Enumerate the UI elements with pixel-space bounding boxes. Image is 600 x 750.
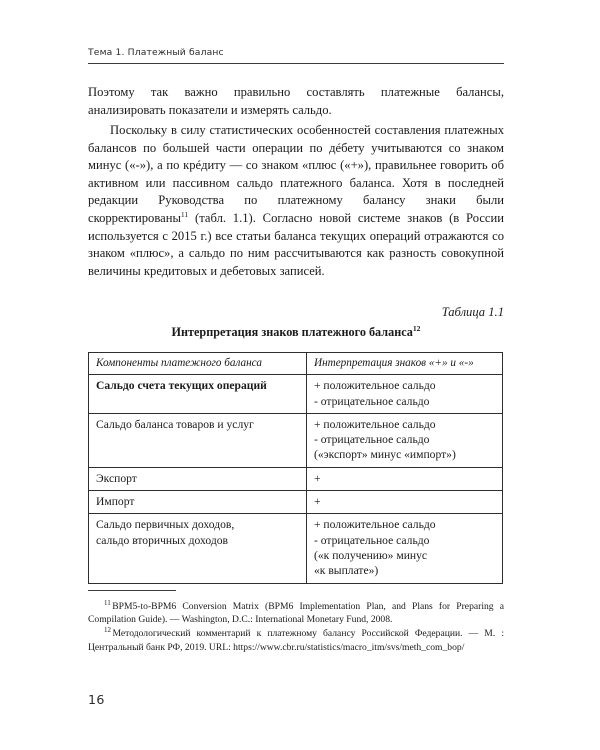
interpretation-line: + положительное сальдо (314, 417, 436, 431)
interpretation-line: («экспорт» минус «импорт») (314, 448, 456, 462)
paragraph-main-part-a: Поскольку в силу статистических особенностей составления платежных балансов по большей части операции по дéбету учитываются со знаком минус («-»), а по крéдиту — со знаком «плюс («+»), правильнее говорить об активном или пассивном сальдо платежного баланса. Хотя в последней редакции Руководства по платежному балансу знаки были скорректированы (88, 123, 504, 225)
interpretation-line: + (314, 471, 321, 485)
footnote-separator-rule (88, 590, 176, 591)
interpretation-line: «к выплате») (314, 564, 379, 578)
table-row (89, 467, 503, 490)
table-cell-component (89, 514, 307, 583)
table-row (89, 375, 503, 414)
interpretation-line: - отрицательное сальдо (314, 394, 430, 408)
footnote-text: BPM5-to-BPM6 Conversion Matrix (BPM6 Implementation Plan, and Plans for Preparing a Compilation Guide). — Washington, D.C.: International Monetary Fund, 2008. (88, 601, 504, 626)
table-cell-interpretation (307, 467, 503, 490)
interpretation-line: + положительное сальдо (314, 518, 436, 532)
table-cell-component: Сальдо баланса товаров и услуг (89, 413, 307, 467)
footnote-number: 12 (104, 626, 111, 635)
footnote-marker-12[interactable]: 12 (412, 323, 421, 333)
interpretation-line: + (314, 495, 321, 509)
interpretation-line: - отрицательное сальдо (314, 433, 430, 447)
table-row (89, 514, 503, 583)
component-line: Сальдо первичных доходов, (96, 518, 235, 532)
table-header-cell-component: Компоненты платежного баланса (89, 353, 307, 375)
footnote-text: Методологический комментарий к платежному балансу Российской Федерации. — М. : Центральный банк РФ, 2019. URL: https://www.cbr.ru/statistics/macro_itm/svs/meth_com_bop/ (88, 628, 504, 653)
running-head-rule (88, 63, 504, 64)
footnote-number: 11 (104, 598, 111, 607)
paragraph-main (88, 122, 504, 280)
table-number-label: Таблица 1.1 (441, 305, 504, 319)
footnote-marker-11[interactable]: 11 (180, 209, 189, 219)
table-row (89, 491, 503, 514)
footnotes-block (88, 600, 504, 655)
interpretation-line: («к получению» минус (314, 548, 428, 562)
table-cell-component: Сальдо счета текущих операций (89, 375, 307, 414)
footnote-12 (88, 627, 504, 653)
table-cell-interpretation (307, 375, 503, 414)
table-cell-component: Импорт (89, 491, 307, 514)
paragraph-intro: Поэтому так важно правильно составлять платежные балансы, анализировать показатели и измерять сальдо. (88, 85, 504, 117)
table-row (89, 413, 503, 467)
running-head (88, 47, 504, 64)
running-head-title: Тема 1. Платежный баланс (88, 47, 224, 58)
paragraph-main-part-b: (табл. 1.1). Согласно новой системе знаков (в России используется с 2015 г.) все статьи баланса текущих операций отражаются со знаком «плюс», а сальдо по ним рассчитываются как разность совокупной величины кредитовых и дебетовых записей. (88, 210, 504, 278)
table-cell-interpretation (307, 514, 503, 583)
table-title-text: Интерпретация знаков платежного баланса (171, 325, 413, 339)
table-header-cell-interpretation: Интерпретация знаков «+» и «-» (307, 353, 503, 375)
footnote-11 (88, 600, 504, 626)
table-cell-interpretation (307, 491, 503, 514)
table-title (88, 324, 504, 340)
interpretation-line: - отрицательное сальдо (314, 533, 430, 547)
table-cell-component: Экспорт (89, 467, 307, 490)
page-number: 16 (88, 692, 105, 707)
table-header-row (89, 353, 503, 375)
table-cell-interpretation (307, 413, 503, 467)
signs-table (88, 352, 503, 584)
component-line: сальдо вторичных доходов (96, 533, 229, 547)
interpretation-line: + положительное сальдо (314, 379, 436, 393)
signs-table-wrapper (88, 352, 502, 584)
